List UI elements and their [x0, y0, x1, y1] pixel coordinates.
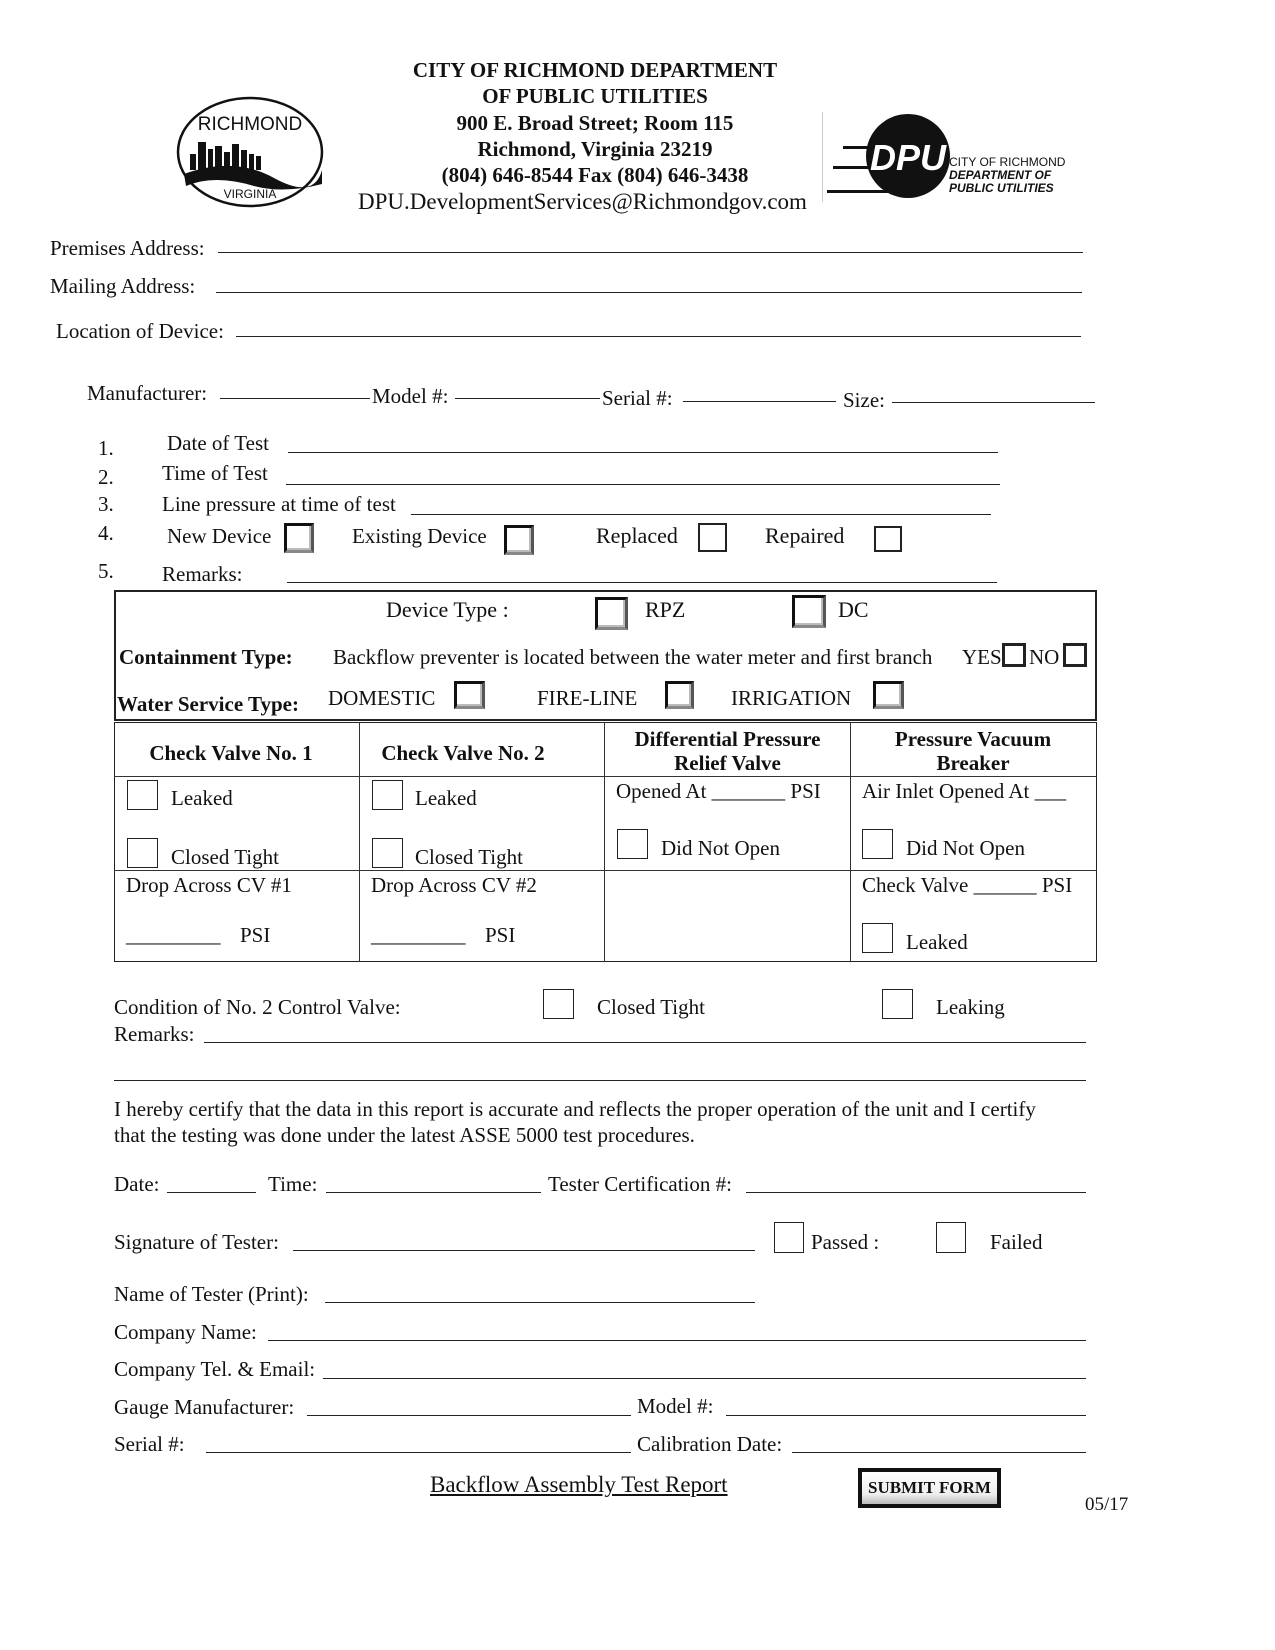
svg-text:DPU: DPU [869, 137, 947, 178]
svg-text:DEPARTMENT OF: DEPARTMENT OF [949, 168, 1052, 182]
gauge-model-field[interactable] [726, 1415, 1086, 1416]
org-email-link[interactable]: DPU.DevelopmentServices@Richmondgov.com [358, 189, 807, 214]
form-revision: 05/17 [1085, 1494, 1129, 1515]
rpz-label: RPZ [645, 597, 686, 622]
location-of-device-label: Location of Device: [56, 319, 224, 343]
cv1-closed-tight-checkbox[interactable] [127, 838, 158, 868]
time-of-test-field[interactable] [286, 484, 1000, 485]
svg-text:CITY OF RICHMOND: CITY OF RICHMOND [949, 155, 1066, 169]
company-contact-label: Company Tel. & Email: [114, 1357, 316, 1381]
cv2-psi-field[interactable]: _________ [371, 923, 466, 947]
containment-type-label: Containment Type: [119, 645, 293, 669]
existing-device-checkbox[interactable] [504, 525, 534, 555]
dc-checkbox[interactable] [792, 595, 826, 628]
cv2-leaked-label: Leaked [415, 786, 477, 810]
calibration-date-label: Calibration Date: [637, 1432, 783, 1456]
fire-line-checkbox[interactable] [665, 681, 694, 709]
control-remarks-field-line2[interactable] [114, 1080, 1086, 1081]
check-valve-1-header: Check Valve No. 1 [149, 741, 313, 765]
signature-label: Signature of Tester: [114, 1230, 279, 1254]
submit-form-button[interactable]: SUBMIT FORM [858, 1468, 1001, 1508]
gauge-serial-field[interactable] [206, 1452, 631, 1453]
control-closed-tight-label: Closed Tight [597, 995, 705, 1019]
table-divider [604, 722, 605, 962]
svg-text:VIRGINIA: VIRGINIA [223, 187, 277, 201]
serial-label: Serial #: [602, 386, 673, 410]
time-label: Time: [268, 1172, 318, 1196]
time-field[interactable] [326, 1192, 541, 1193]
tester-cert-label: Tester Certification #: [548, 1172, 732, 1196]
gauge-model-label: Model #: [637, 1394, 714, 1418]
company-name-field[interactable] [268, 1340, 1086, 1341]
control-remarks-field[interactable] [204, 1042, 1086, 1043]
item-number-3: 3. [98, 492, 114, 516]
cv2-drop-label: Drop Across CV #2 [371, 873, 537, 897]
dpu-logo [822, 112, 1073, 202]
table-divider [114, 776, 1097, 777]
dpu-logo-icon [823, 112, 1073, 202]
richmond-logo [174, 94, 326, 210]
repaired-label: Repaired [765, 523, 845, 548]
domestic-checkbox[interactable] [454, 681, 485, 709]
irrigation-label: IRRIGATION [731, 686, 852, 710]
svg-text:RICHMOND: RICHMOND [197, 114, 303, 135]
item-number-1: 1. [98, 436, 114, 460]
location-of-device-field[interactable] [236, 336, 1081, 337]
org-name-line1: CITY OF RICHMOND DEPARTMENT [412, 58, 778, 82]
size-field[interactable] [892, 402, 1095, 403]
replaced-checkbox[interactable] [698, 523, 727, 552]
model-label: Model #: [372, 384, 449, 408]
tester-name-field[interactable] [325, 1302, 755, 1303]
item-number-4: 4. [98, 521, 114, 545]
header-org [340, 57, 850, 188]
containment-text: Backflow preventer is located between the water meter and first branch [333, 645, 933, 669]
water-service-type-label: Water Service Type: [117, 692, 299, 716]
size-label: Size: [843, 388, 885, 412]
item-number-2: 2. [98, 465, 114, 489]
cv1-psi-field[interactable]: _________ [126, 923, 221, 947]
cv1-closed-tight-label: Closed Tight [171, 845, 279, 869]
cv1-leaked-checkbox[interactable] [127, 780, 158, 810]
date-field[interactable] [167, 1192, 256, 1193]
serial-field[interactable] [683, 401, 836, 402]
certification-text-line2: that the testing was done under the latest ASSE 5000 test procedures. [114, 1123, 695, 1147]
control-valve-label: Condition of No. 2 Control Valve: [114, 995, 401, 1019]
control-remarks-label: Remarks: [114, 1022, 195, 1046]
failed-checkbox[interactable] [936, 1222, 966, 1253]
tester-name-label: Name of Tester (Print): [114, 1282, 309, 1306]
time-of-test-label: Time of Test [162, 461, 268, 485]
date-of-test-field[interactable] [288, 452, 998, 453]
replaced-label: Replaced [596, 523, 678, 548]
gauge-serial-label: Serial #: [114, 1432, 185, 1456]
irrigation-checkbox[interactable] [873, 681, 904, 709]
org-name-line2: OF PUBLIC UTILITIES [482, 84, 708, 109]
tester-cert-field[interactable] [746, 1192, 1086, 1193]
premises-address-label: Premises Address: [50, 236, 205, 260]
manufacturer-label: Manufacturer: [87, 381, 208, 405]
pvb-did-not-open-checkbox[interactable] [862, 829, 893, 859]
existing-device-label: Existing Device [352, 524, 487, 548]
pvb-leaked-checkbox[interactable] [862, 923, 893, 953]
line-pressure-field[interactable] [411, 514, 991, 515]
signature-field[interactable] [293, 1250, 755, 1251]
cv2-closed-tight-label: Closed Tight [415, 845, 523, 869]
passed-checkbox[interactable] [774, 1222, 804, 1253]
control-closed-tight-checkbox[interactable] [543, 989, 574, 1019]
check-valve-2-header: Check Valve No. 2 [381, 741, 545, 765]
new-device-checkbox[interactable] [284, 523, 314, 553]
vacuum-breaker-header: Pressure Vacuum Breaker [894, 727, 1052, 775]
calibration-date-field[interactable] [792, 1452, 1086, 1453]
table-divider [114, 870, 1097, 871]
relief-valve-header: Differential Pressure Relief Valve [634, 727, 821, 775]
fire-line-label: FIRE-LINE [537, 686, 638, 710]
premises-address-field[interactable] [218, 252, 1083, 253]
company-contact-field[interactable] [323, 1378, 1086, 1379]
gauge-manufacturer-label: Gauge Manufacturer: [114, 1395, 295, 1419]
new-device-label: New Device [167, 524, 272, 548]
relief-did-not-open-checkbox[interactable] [617, 829, 648, 859]
org-phone-fax: (804) 646-8544 Fax (804) 646-3438 [441, 163, 749, 187]
air-inlet-opened-at-field[interactable]: Air Inlet Opened At ___ [862, 779, 1067, 803]
relief-did-not-open-label: Did Not Open [661, 836, 780, 860]
pvb-check-valve-field[interactable]: Check Valve ______ PSI [862, 873, 1073, 897]
company-name-label: Company Name: [114, 1320, 257, 1344]
control-leaking-label: Leaking [936, 995, 1005, 1019]
mailing-address-label: Mailing Address: [50, 274, 196, 298]
remarks-label: Remarks: [162, 562, 243, 586]
line-pressure-label: Line pressure at time of test [162, 492, 396, 516]
org-address-line2: Richmond, Virginia 23219 [477, 136, 713, 161]
org-address-line1: 900 E. Broad Street; Room 115 [456, 110, 734, 135]
cv1-drop-label: Drop Across CV #1 [126, 873, 292, 897]
yes-label: YES [962, 645, 1002, 669]
certification-text-line1: I hereby certify that the data in this report is accurate and reflects the proper operation of the unit and I certify [114, 1097, 1036, 1121]
containment-no-checkbox[interactable] [1063, 643, 1087, 667]
form-title: Backflow Assembly Test Report [430, 1472, 728, 1497]
relief-opened-at-field[interactable]: Opened At _______ PSI [616, 779, 821, 803]
cv1-leaked-label: Leaked [171, 786, 233, 810]
dc-label: DC [838, 597, 869, 622]
table-divider [359, 722, 360, 962]
control-leaking-checkbox[interactable] [882, 989, 913, 1019]
domestic-label: DOMESTIC [328, 686, 436, 710]
cv1-psi-unit: PSI [240, 923, 271, 947]
model-field[interactable] [455, 398, 600, 399]
pvb-did-not-open-label: Did Not Open [906, 836, 1025, 860]
repaired-checkbox[interactable] [874, 526, 902, 552]
containment-yes-checkbox[interactable] [1002, 643, 1026, 667]
cv2-closed-tight-checkbox[interactable] [372, 838, 403, 868]
mailing-address-field[interactable] [216, 292, 1082, 293]
table-divider [850, 722, 851, 962]
richmond-virginia-seal-icon [174, 94, 326, 210]
cv2-psi-unit: PSI [485, 923, 516, 947]
failed-label: Failed [990, 1230, 1043, 1254]
device-type-label: Device Type : [386, 597, 509, 622]
gauge-manufacturer-field[interactable] [307, 1415, 631, 1416]
no-label: NO [1029, 645, 1060, 669]
cv2-leaked-checkbox[interactable] [372, 780, 403, 810]
pvb-leaked-label: Leaked [906, 930, 968, 954]
manufacturer-field[interactable] [220, 398, 370, 399]
rpz-checkbox[interactable] [595, 597, 628, 630]
item-number-5: 5. [98, 559, 114, 583]
remarks-field[interactable] [287, 582, 997, 583]
passed-label: Passed : [811, 1230, 880, 1254]
svg-text:PUBLIC UTILITIES: PUBLIC UTILITIES [949, 181, 1054, 195]
date-label: Date: [114, 1172, 160, 1196]
date-of-test-label: Date of Test [167, 431, 269, 455]
